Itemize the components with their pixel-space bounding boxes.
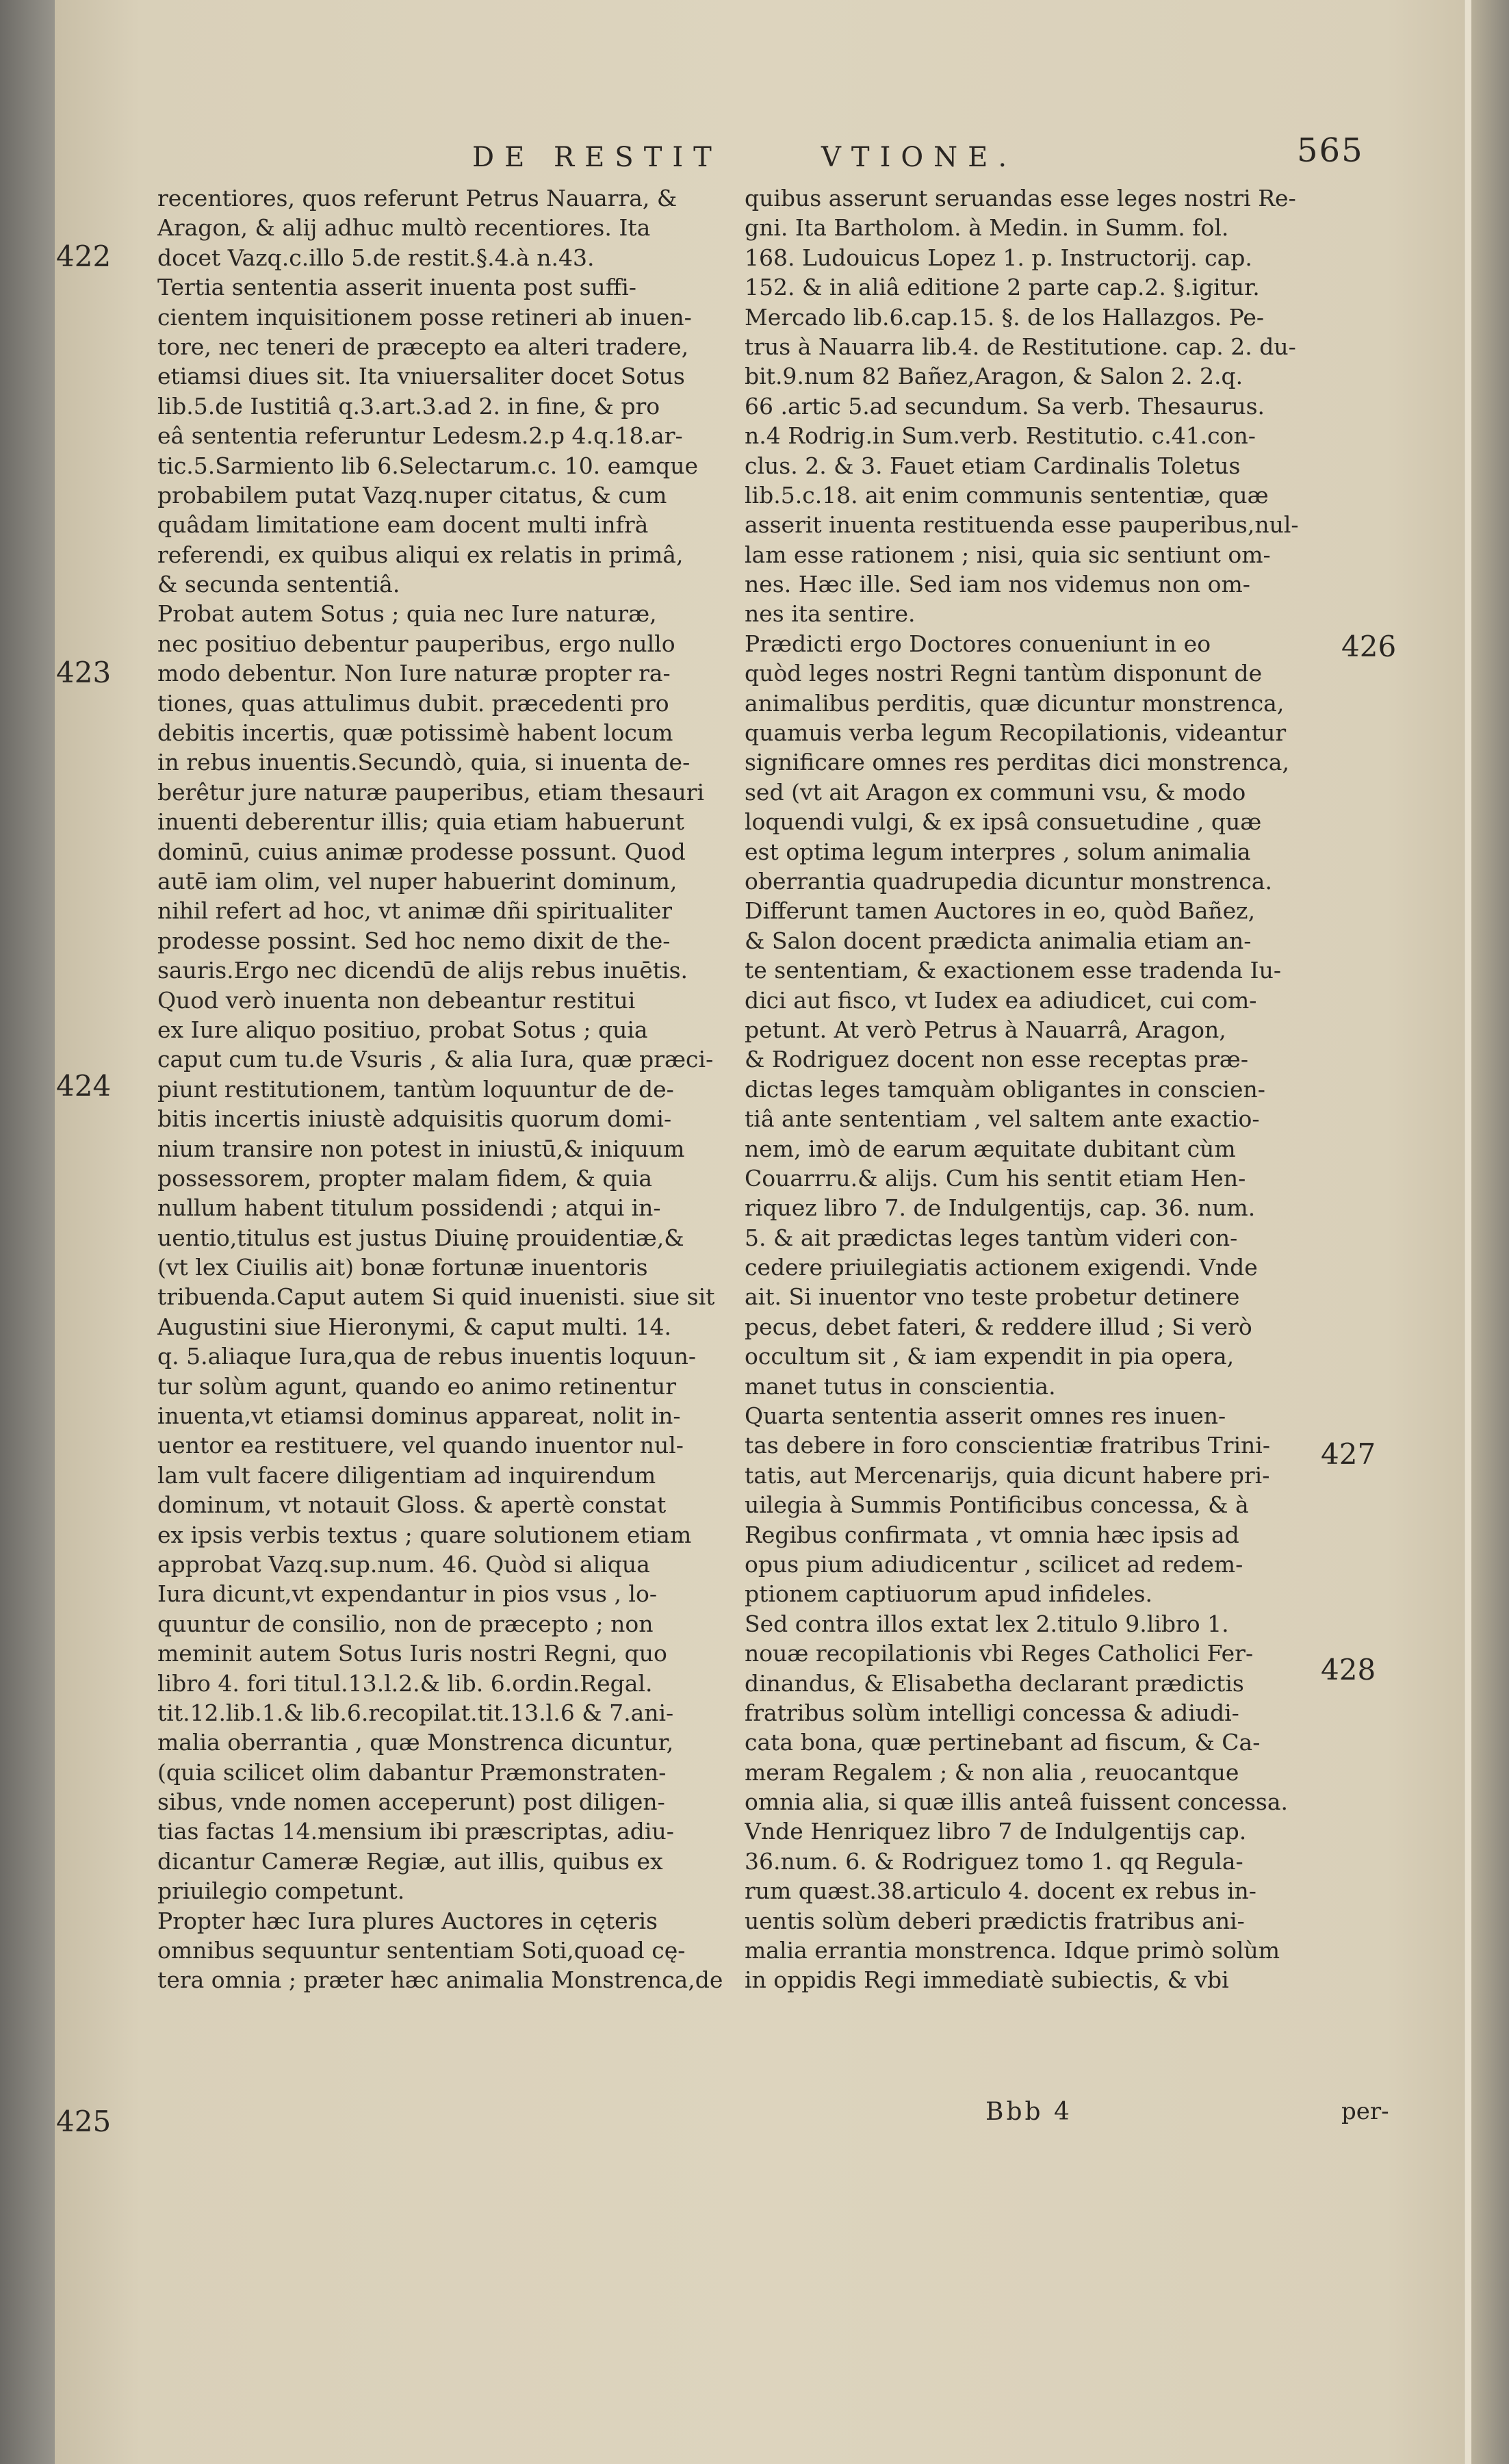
text-line: ait. Si inuentor vno teste probetur detinere <box>745 1283 1240 1311</box>
text-line: probabilem putat Vazq.nuper citatus, & cum <box>157 481 667 509</box>
text-line: caput cum tu.de Vsuris , & alia Iura, quæ præci- <box>157 1046 714 1073</box>
text-line: referendi, ex quibus aliqui ex relatis in primâ, <box>157 541 684 568</box>
text-line: dici aut fisco, vt Iudex ea adiudicet, cui com- <box>745 986 1257 1014</box>
text-line: uentis solùm deberi prædictis fratribus ani- <box>745 1907 1245 1934</box>
text-line: Tertia sententia asserit inuenta post suffi- <box>157 274 636 301</box>
margin-number: 427 <box>1321 1437 1376 1471</box>
text-line: occultum sit , & iam expendit in pia opera, <box>745 1343 1235 1370</box>
text-line: sibus, vnde nomen acceperunt) post diligen- <box>157 1788 665 1816</box>
text-line: tic.5.Sarmiento lib 6.Selectarum.c. 10. eamque <box>157 452 699 479</box>
text-line: Iura dicunt,vt expendantur in pios vsus , lo- <box>157 1580 657 1608</box>
catchword: per- <box>1341 2098 1389 2125</box>
text-line: nem, imò de earum æquitate dubitant cùm <box>745 1135 1236 1162</box>
text-line: nes. Hæc ille. Sed iam nos videmus non om- <box>745 571 1250 598</box>
text-line: Vnde Henriquez libro 7 de Indulgentijs cap. <box>745 1818 1247 1845</box>
right-column <box>745 183 1347 1995</box>
text-line: omnibus sequuntur sententiam Soti,quoad cę- <box>157 1937 686 1964</box>
text-line: Quarta sententia asserit omnes res inuen- <box>745 1402 1226 1430</box>
text-line: tiones, quas attulimus dubit. præcedenti pro <box>157 689 669 717</box>
text-line: petunt. At verò Petrus à Nauarrâ, Aragon, <box>745 1016 1226 1043</box>
text-line: cata bona, quæ pertinebant ad fiscum, & Ca- <box>745 1729 1261 1756</box>
text-line: & Rodriguez docent non esse receptas præ- <box>745 1046 1248 1073</box>
text-line: nullum habent titulum possidendi ; atqui in- <box>157 1194 661 1222</box>
running-title-right: VTIONE. <box>821 142 1018 173</box>
text-line: & secunda sententiâ. <box>157 571 400 598</box>
text-line: lib.5.de Iustitiâ q.3.art.3.ad 2. in fine, & pro <box>157 392 660 420</box>
text-line: 66 .artic 5.ad secundum. Sa verb. Thesaurus. <box>745 392 1265 420</box>
text-line: oberrantia quadrupedia dicuntur monstrenca. <box>745 867 1272 895</box>
margin-number: 423 <box>56 656 112 689</box>
text-line: berêtur jure naturæ pauperibus, etiam thesauri <box>157 778 705 806</box>
text-line: n.4 Rodrig.in Sum.verb. Restitutio. c.41.con- <box>745 422 1256 450</box>
text-line: gni. Ita Bartholom. à Medin. in Summ. fol. <box>745 214 1229 242</box>
text-line: clus. 2. & 3. Fauet etiam Cardinalis Toletus <box>745 452 1241 479</box>
text-line: fratribus solùm intelligi concessa & adiudi- <box>745 1699 1239 1726</box>
text-line: quòd leges nostri Regni tantùm disponunt de <box>745 660 1263 687</box>
text-line: tias factas 14.mensium ibi præscriptas, adiu- <box>157 1818 674 1845</box>
text-line: cientem inquisitionem posse retineri ab inuen- <box>157 303 692 331</box>
text-line: quâdam limitatione eam docent multi infrà <box>157 511 649 539</box>
text-line: animalibus perditis, quæ dicuntur monstrenca, <box>745 689 1285 717</box>
text-line: Probat autem Sotus ; quia nec Iure naturæ, <box>157 600 657 628</box>
text-line: approbat Vazq.sup.num. 46. Quòd si aliqua <box>157 1550 650 1578</box>
text-line: debitis incertis, quæ potissimè habent locum <box>157 719 673 747</box>
text-line: nium transire non potest in iniustū,& iniquum <box>157 1135 685 1162</box>
text-line: trus à Nauarra lib.4. de Restitutione. cap. 2. du- <box>745 333 1296 360</box>
text-line: tribuenda.Caput autem Si quid inuenisti. siue sit <box>157 1283 715 1311</box>
text-line: nouæ recopilationis vbi Reges Catholici Fer- <box>745 1640 1254 1667</box>
text-line: tore, nec teneri de præcepto ea alteri tradere, <box>157 333 689 360</box>
text-line: modo debentur. Non Iure naturæ propter ra- <box>157 660 671 687</box>
text-line: tas debere in foro conscientiæ fratribus Trini- <box>745 1432 1271 1459</box>
text-line: dinandus, & Elisabetha declarant prædictis <box>745 1669 1244 1697</box>
text-line: dominum, vt notauit Gloss. & apertè constat <box>157 1491 667 1519</box>
text-line: (vt lex Ciuilis ait) bonæ fortunæ inuentoris <box>157 1254 648 1281</box>
text-line: meram Regalem ; & non alia , reuocantque <box>745 1758 1239 1786</box>
text-line: in rebus inuentis.Secundò, quia, si inuenta de- <box>157 749 691 776</box>
text-line: & Salon docent prædicta animalia etiam an- <box>745 927 1252 954</box>
signature-mark: Bbb 4 <box>985 2098 1072 2126</box>
text-line: riquez libro 7. de Indulgentijs, cap. 36. num. <box>745 1194 1256 1222</box>
text-line: tiâ ante sententiam , vel saltem ante exactio- <box>745 1105 1260 1133</box>
text-line: sed (vt ait Aragon ex communi vsu, & modo <box>745 778 1246 806</box>
text-line: Propter hæc Iura plures Auctores in cęteris <box>157 1907 658 1934</box>
text-line: Sed contra illos extat lex 2.titulo 9.libro 1. <box>745 1610 1229 1637</box>
left-column <box>157 183 756 1995</box>
text-line: significare omnes res perditas dici monstrenca, <box>745 749 1289 776</box>
text-line: autē iam olim, vel nuper habuerint dominum, <box>157 867 678 895</box>
text-line: ex ipsis verbis textus ; quare solutionem etiam <box>157 1521 692 1548</box>
text-line: Augustini siue Hieronymi, & caput multi. 14. <box>157 1313 672 1340</box>
text-line: malia oberrantia , quæ Monstrenca dicuntur, <box>157 1729 674 1756</box>
text-line: Differunt tamen Auctores in eo, quòd Bañez, <box>745 897 1256 925</box>
text-line: (quia scilicet olim dabantur Præmonstraten- <box>157 1758 667 1786</box>
text-line: nihil refert ad hoc, vt animæ dñi spiritualiter <box>157 897 673 925</box>
text-line: loquendi vulgi, & ex ipsâ consuetudine , quæ <box>745 808 1262 836</box>
margin-number: 425 <box>56 2105 112 2138</box>
text-line: rum quæst.38.articulo 4. docent ex rebus in- <box>745 1877 1256 1905</box>
text-line: Aragon, & alij adhuc multò recentiores. Ita <box>157 214 651 242</box>
text-line: Mercado lib.6.cap.15. §. de los Hallazgos. Pe- <box>745 303 1265 331</box>
margin-number: 422 <box>56 240 112 273</box>
text-line: bitis incertis iniustè adquisitis quorum domi- <box>157 1105 672 1133</box>
text-line: lam vult facere diligentiam ad inquirendum <box>157 1461 656 1489</box>
text-line: ex Iure aliquo positiuo, probat Sotus ; quia <box>157 1016 648 1043</box>
book-page <box>55 0 1471 2464</box>
text-line: est optima legum interpres , solum animalia <box>745 838 1251 865</box>
text-line: uentio,titulus est justus Diuinę prouidentiæ,& <box>157 1224 684 1251</box>
text-line: 152. & in aliâ editione 2 parte cap.2. §.igitur. <box>745 274 1260 301</box>
text-line: dicantur Cameræ Regiæ, aut illis, quibus ex <box>157 1847 663 1875</box>
text-line: tur solùm agunt, quando eo animo retinentur <box>157 1372 676 1400</box>
text-line: manet tutus in conscientia. <box>745 1372 1056 1400</box>
page-edge <box>1464 0 1471 2464</box>
text-line: libro 4. fori titul.13.l.2.& lib. 6.ordin.Regal. <box>157 1669 653 1697</box>
text-line: nec positiuo debentur pauperibus, ergo nullo <box>157 630 675 657</box>
page-number: 565 <box>1297 131 1364 170</box>
text-line: in oppidis Regi immediatè subiectis, & vbi <box>745 1966 1229 1994</box>
margin-number: 426 <box>1341 630 1397 663</box>
text-line: Regibus confirmata , vt omnia hæc ipsis ad <box>745 1521 1239 1548</box>
text-line: Prædicti ergo Doctores conueniunt in eo <box>745 630 1211 657</box>
text-line: ptionem captiuorum apud infideles. <box>745 1580 1153 1608</box>
text-line: 5. & ait prædictas leges tantùm videri con- <box>745 1224 1238 1251</box>
text-line: quamuis verba legum Recopilationis, videantur <box>745 719 1287 747</box>
text-line: opus pium adiudicentur , scilicet ad redem- <box>745 1550 1243 1578</box>
text-line: 36.num. 6. & Rodriguez tomo 1. qq Regula- <box>745 1847 1243 1875</box>
text-line: q. 5.aliaque Iura,qua de rebus inuentis loquun- <box>157 1343 697 1370</box>
text-line: Couarrru.& alijs. Cum his sentit etiam Hen- <box>745 1164 1246 1192</box>
text-line: quibus asserunt seruandas esse leges nostri Re- <box>745 185 1296 211</box>
text-line: lam esse rationem ; nisi, quia sic sentiunt om- <box>745 541 1271 568</box>
text-line: asserit inuenta restituenda esse pauperibus,nul- <box>745 511 1299 539</box>
margin-number: 424 <box>56 1069 112 1103</box>
text-line: possessorem, propter malam fidem, & quia <box>157 1164 653 1192</box>
text-line: dictas leges tamquàm obligantes in conscien- <box>745 1075 1265 1103</box>
text-line: te sententiam, & exactionem esse tradenda Iu- <box>745 957 1281 984</box>
text-line: priuilegio competunt. <box>157 1877 405 1905</box>
text-line: omnia alia, si quæ illis anteâ fuissent concessa. <box>745 1788 1289 1816</box>
text-line: eâ sententia referuntur Ledesm.2.p 4.q.18.ar- <box>157 422 683 450</box>
text-line: docet Vazq.c.illo 5.de restit.§.4.à n.43. <box>157 244 595 271</box>
text-line: uentor ea restituere, vel quando inuentor nul- <box>157 1432 684 1459</box>
text-line: piunt restitutionem, tantùm loquuntur de de- <box>157 1075 674 1103</box>
running-title-left: DE RESTIT <box>472 142 722 173</box>
text-line: inuenta,vt etiamsi dominus appareat, nolit in- <box>157 1402 681 1430</box>
text-line: meminit autem Sotus Iuris nostri Regni, quo <box>157 1640 667 1667</box>
text-line: recentiores, quos referunt Petrus Nauarra, & <box>157 185 678 211</box>
text-line: etiamsi diues sit. Ita vniuersaliter docet Sotus <box>157 363 685 390</box>
text-line: quuntur de consilio, non de præcepto ; non <box>157 1610 654 1637</box>
text-line: Quod verò inuenta non debeantur restitui <box>157 986 636 1014</box>
text-line: bit.9.num 82 Bañez,Aragon, & Salon 2. 2.q. <box>745 363 1243 390</box>
text-line: inuenti deberentur illis; quia etiam habuerunt <box>157 808 684 836</box>
text-line: dominū, cuius animæ prodesse possunt. Quod <box>157 838 686 865</box>
text-line: malia errantia monstrenca. Idque primò solùm <box>745 1937 1280 1964</box>
text-line: uilegia à Summis Pontificibus concessa, & à <box>745 1491 1249 1519</box>
text-line: tera omnia ; præter hæc animalia Monstrenca,de <box>157 1966 723 1994</box>
text-line: tit.12.lib.1.& lib.6.recopilat.tit.13.l.6 & 7.ani- <box>157 1699 674 1726</box>
margin-number: 428 <box>1321 1653 1376 1686</box>
text-line: lib.5.c.18. ait enim communis sententiæ, quæ <box>745 481 1269 509</box>
text-line: 168. Ludouicus Lopez 1. p. Instructorij. cap. <box>745 244 1252 271</box>
text-line: prodesse possint. Sed hoc nemo dixit de the- <box>157 927 671 954</box>
text-line: pecus, debet fateri, & reddere illud ; Si verò <box>745 1313 1252 1340</box>
text-line: nes ita sentire. <box>745 600 916 628</box>
text-line: sauris.Ergo nec dicendū de alijs rebus inuētis. <box>157 957 688 984</box>
text-line: tatis, aut Mercenarijs, quia dicunt habere pri- <box>745 1461 1270 1489</box>
text-line: cedere priuilegiatis actionem exigendi. Vnde <box>745 1254 1258 1281</box>
